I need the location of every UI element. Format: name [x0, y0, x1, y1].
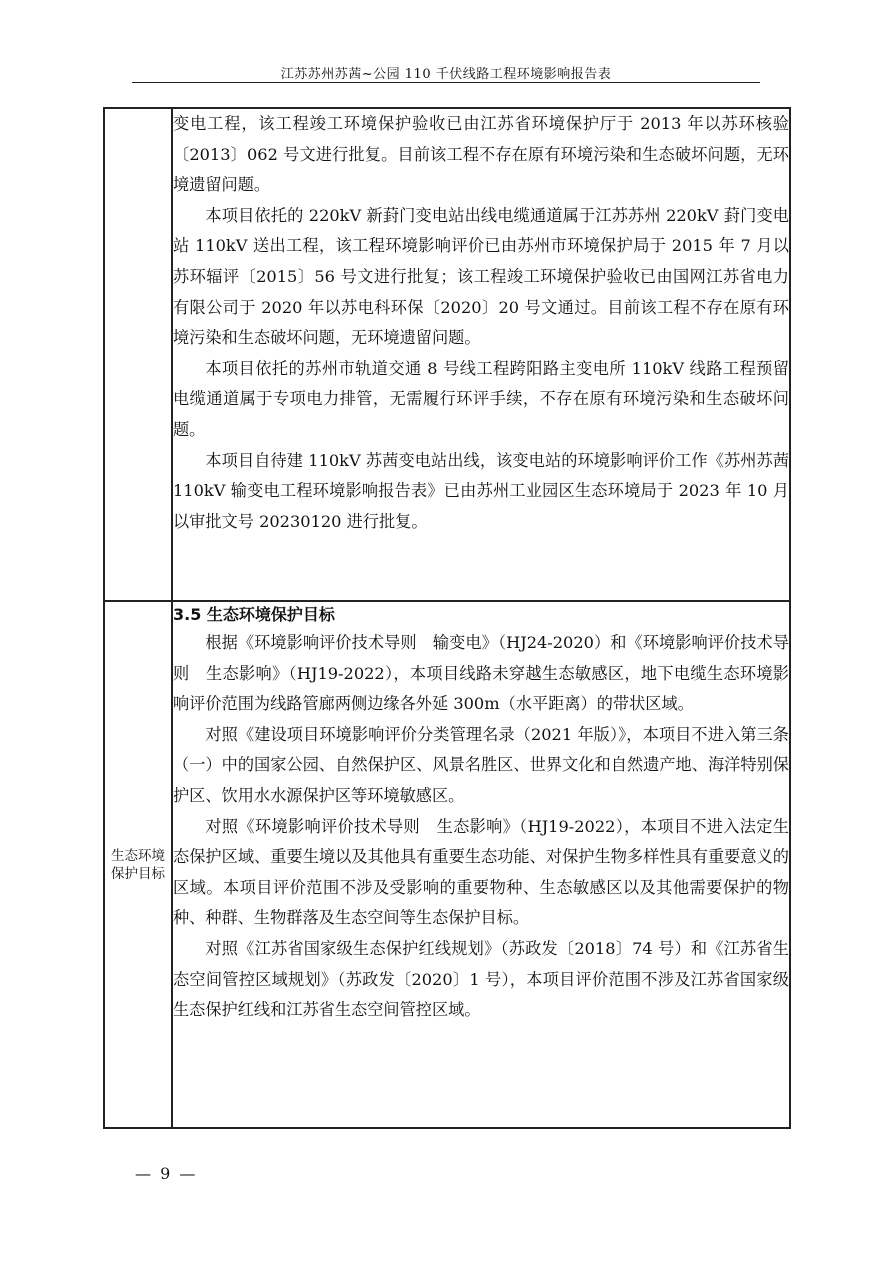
table-row — [104, 108, 790, 601]
paragraph: 本项目依托的 220kV 新葑门变电站出线电缆通道属于江苏苏州 220kV 葑门变电站 110kV 送出工程，该工程环境影响评价已由苏州市环境保护局于 2015 年 7 月以苏环辐评〔2015〕56 号文进行批复；该工程竣工环境保护验收已由国网江苏省电力有限公司于 2020 年以苏电科环保〔2020〕20 号文通过。目前该工程不存在原有环境污染和生态破坏问题，无环境遗留问题。 — [173, 205, 789, 348]
paragraph: 本项目依托的苏州市轨道交通 8 号线工程跨阳路主变电所 110kV 线路工程预留电缆通道属于专项电力排管，无需履行环评手续，不存在原有环境污染和生态破坏问题。 — [173, 358, 789, 439]
section-heading: 3.5 生态环境保护目标 — [173, 605, 335, 624]
page-number: — 9 — — [135, 1164, 198, 1183]
row-label: 生态环境保护目标 — [111, 847, 165, 882]
paragraph: 对照《江苏省国家级生态保护红线规划》（苏政发〔2018〕74 号）和《江苏省生态空间管控区域规划》（苏政发〔2020〕1 号），本项目评价范围不涉及江苏省国家级生态保护红线和江苏省生态空间管控区域。 — [173, 938, 789, 1020]
paragraph: 本项目自待建 110kV 苏茜变电站出线，该变电站的环境影响评价工作《苏州苏茜 110kV 输变电工程环境影响报告表》已由苏州工业园区生态环境局于 2023 年 10 月以审批文号 20230120 进行批复。 — [173, 450, 789, 531]
row-content-cell — [172, 108, 790, 601]
paragraph: 变电工程，该工程竣工环境保护验收已由江苏省环境保护厅于 2013 年以苏环核验〔2013〕062 号文进行批复。目前该工程不存在原有环境污染和生态破坏问题，无环境遗留问题。 — [173, 114, 789, 195]
row-content-cell — [172, 601, 790, 1128]
row-label-cell — [104, 108, 172, 601]
row-label-cell — [104, 601, 172, 1128]
header-divider — [132, 82, 760, 83]
paragraph: 根据《环境影响评价技术导则 输变电》（HJ24-2020）和《环境影响评价技术导则 生态影响》（HJ19-2022），本项目线路未穿越生态敏感区，地下电缆生态环境影响评价范围为线路管廊两侧边缘各外延 300m（水平距离）的带状区域。 — [173, 633, 789, 714]
report-table — [103, 107, 791, 1129]
table-row — [104, 601, 790, 1128]
report-header-title: 江苏苏州苏茜~公园 110 千伏线路工程环境影响报告表 — [280, 67, 612, 82]
paragraph: 对照《建设项目环境影响评价分类管理名录（2021 年版）》，本项目不进入第三条（一）中的国家公园、自然保护区、风景名胜区、世界文化和自然遗产地、海洋特别保护区、饮用水水源保护区等环境敏感区。 — [173, 724, 789, 805]
paragraph: 对照《环境影响评价技术导则 生态影响》（HJ19-2022），本项目不进入法定生态保护区域、重要生境以及其他具有重要生态功能、对保护生物多样性具有重要意义的区域。本项目评价范围不涉及受影响的重要物种、生态敏感区以及其他需要保护的物种、种群、生物群落及生态空间等生态保护目标。 — [173, 816, 789, 928]
